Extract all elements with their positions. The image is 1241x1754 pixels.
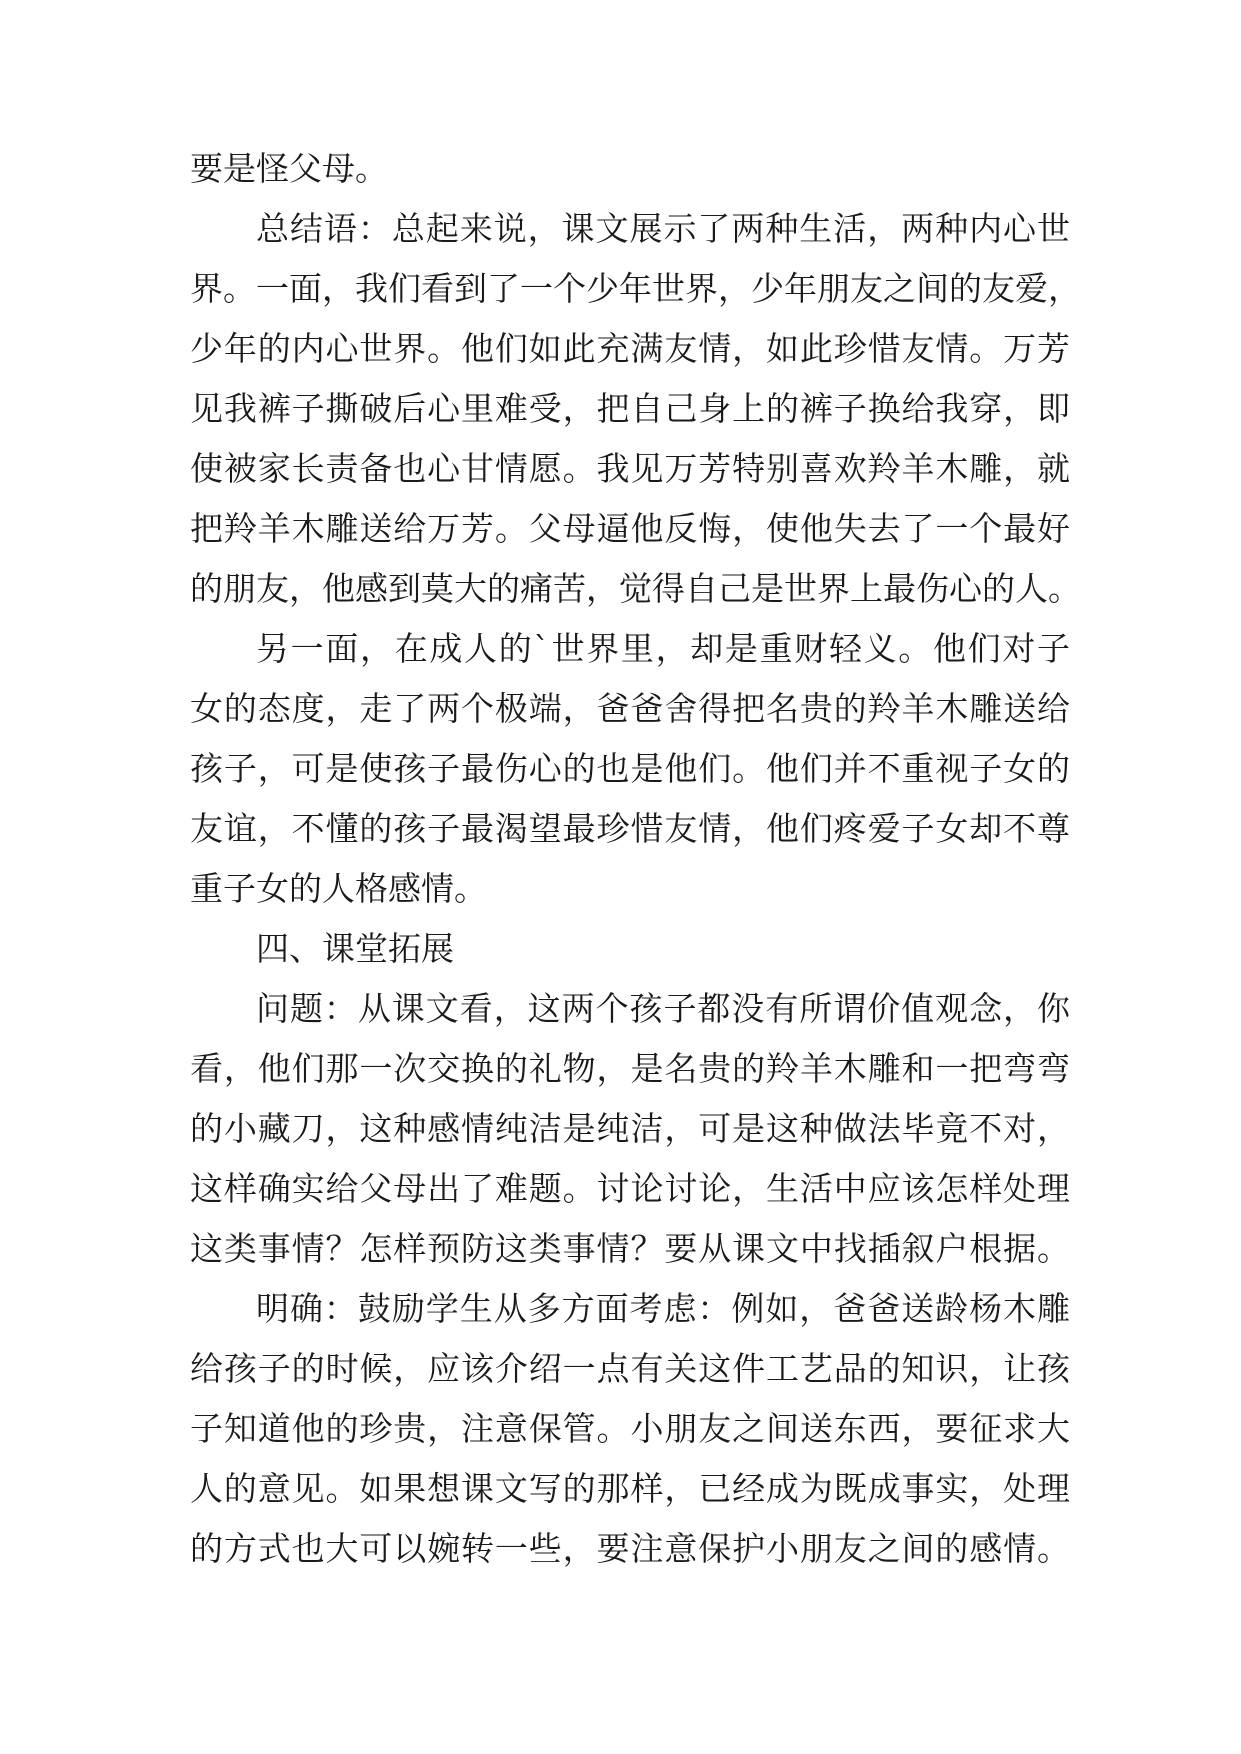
text-line: 问题：从课文看，这两个孩子都没有所谓价值观念，你 xyxy=(256,989,1070,1028)
text-line: 人的意见。如果想课文写的那样，已经成为既成事实，处理 xyxy=(190,1469,1070,1508)
text-line: 女的态度，走了两个极端，爸爸舍得把名贵的羚羊木雕送给 xyxy=(190,689,1070,728)
text-line: 使被家长责备也心甘情愿。我见万芳特别喜欢羚羊木雕，就 xyxy=(190,449,1070,488)
text-line: 看，他们那一次交换的礼物，是名贵的羚羊木雕和一把弯弯 xyxy=(190,1049,1070,1088)
text-line: 给孩子的时候，应该介绍一点有关这件工艺品的知识，让孩 xyxy=(190,1349,1070,1388)
text-line: 界。一面，我们看到了一个少年世界，少年朋友之间的友爱， xyxy=(190,269,1081,308)
text-line: 的小藏刀，这种感情纯洁是纯洁，可是这种做法毕竟不对， xyxy=(190,1109,1070,1148)
text-line: 子知道他的珍贵，注意保管。小朋友之间送东西，要征求大 xyxy=(190,1409,1070,1448)
text-line: 重子女的人格感情。 xyxy=(190,869,487,908)
text-line: 总结语：总起来说，课文展示了两种生活，两种内心世 xyxy=(256,209,1070,248)
text-line: 把羚羊木雕送给万芳。父母逼他反悔，使他失去了一个最好 xyxy=(190,509,1070,548)
text-line: 这类事情？怎样预防这类事情？要从课文中找插叙户根据。 xyxy=(190,1229,1070,1268)
text-line: 孩子，可是使孩子最伤心的也是他们。他们并不重视子女的 xyxy=(190,749,1070,788)
text-line: 另一面，在成人的`世界里，却是重财轻义。他们对子 xyxy=(256,629,1070,668)
text-line: 友谊，不懂的孩子最渴望最珍惜友情，他们疼爱子女却不尊 xyxy=(190,809,1070,848)
text-line: 的方式也大可以婉转一些，要注意保护小朋友之间的感情。 xyxy=(190,1529,1070,1568)
text-line: 这样确实给父母出了难题。讨论讨论，生活中应该怎样处理 xyxy=(190,1169,1070,1208)
text-line: 要是怪父母。 xyxy=(190,149,388,188)
text-line: 见我裤子撕破后心里难受，把自己身上的裤子换给我穿，即 xyxy=(190,389,1070,428)
text-line: 明确：鼓励学生从多方面考虑：例如，爸爸送龄杨木雕 xyxy=(256,1289,1070,1328)
text-line: 的朋友，他感到莫大的痛苦，觉得自己是世界上最伤心的人。 xyxy=(190,569,1081,608)
text-line: 少年的内心世界。他们如此充满友情，如此珍惜友情。万芳 xyxy=(190,329,1070,368)
section-heading: 四、课堂拓展 xyxy=(256,929,454,968)
